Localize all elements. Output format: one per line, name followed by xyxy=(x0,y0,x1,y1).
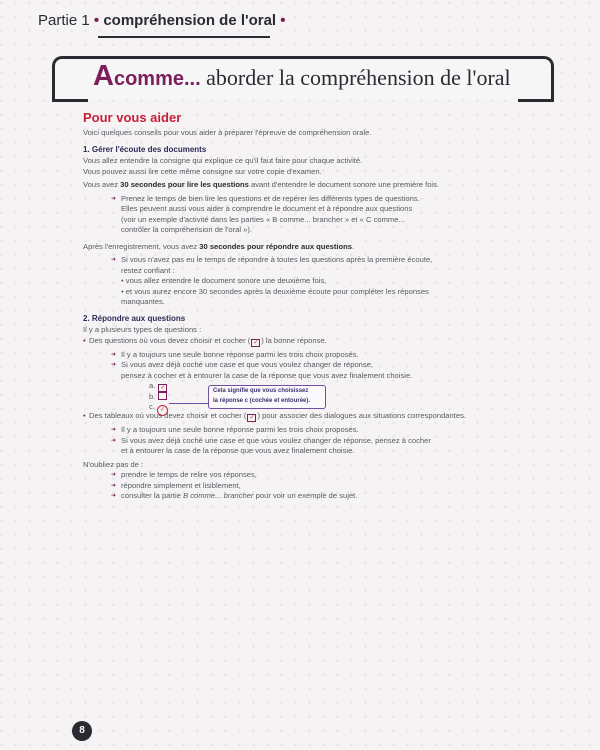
help-heading: Pour vous aider xyxy=(83,110,182,125)
tip-block: ➜ Prenez le temps de bien lire les questions et de repérer les différents types de questions. Elles peuvent aussi vous aider à comprendre le document et à répondre aux questions (voir un exemple d'activité dans les parties « B comme... brancher » et « C comme... contrôler la compréhension de l'oral »). xyxy=(111,193,420,234)
page-title: Acomme... aborder la compréhension de l'oral xyxy=(93,60,511,92)
tip-block: ➜ Il y a toujours une seule bonne réponse parmi les trois choix proposés. xyxy=(111,425,359,434)
tip-block: ➜ Si vous avez déjà coché une case et que vous voulez changer de réponse, pensez à cocher et à entourer la case de la réponse que vous avez finalement choisie. xyxy=(111,360,413,380)
arrow-icon: ➜ xyxy=(111,482,117,489)
intro-text: Voici quelques conseils pour vous aider à préparer l'épreuve de compréhension orale. xyxy=(83,128,372,137)
arrow-icon: ➜ xyxy=(111,195,117,202)
tip-block: ➜ Il y a toujours une seule bonne réponse parmi les trois choix proposés. xyxy=(111,349,359,359)
arrow-icon: ➜ xyxy=(111,362,117,368)
section-1-title: 1. Gérer l'écoute des documents xyxy=(83,144,207,154)
answer-example: a. ✓ b. c. ✓ Cela signifie que vous choisissez la réponse c (cochée et entourée). xyxy=(83,381,503,411)
checkbox-icon: ✓ xyxy=(249,415,255,421)
page-header: Partie 1 • compréhension de l'oral • xyxy=(38,12,286,29)
checkbox-icon: ✓ xyxy=(253,339,259,346)
header-underline xyxy=(98,36,270,38)
arrow-icon: ➜ xyxy=(111,472,117,478)
arrow-icon: ➜ xyxy=(111,493,117,499)
tip-block: ➜ Si vous avez déjà coché une case et que vous voulez changer de réponse, pensez à cocher et à entourer la case de la réponse que vous avez finalement choisie. xyxy=(111,435,431,455)
main-content: Pour vous aider Voici quelques conseils pour vous aider à préparer l'épreuve de compréhension orale. 1. Gérer l'écoute des documents Vous allez entendre la consigne qui explique ce qu'il faut faire pour chaque activité. Vous pouvez aussi lire cette même consigne sur votre copie d'examen. Vous avez 30 secondes pour lire les questions avant d'entendre le document sonore une première fois. ➜ Prenez le temps de bien lire les questions et de repérer les différents types de questions. Elles peuvent aussi vous aider à comprendre le document et à répondre aux questions (voir un exemple d'activité dans les parties « B comme... brancher » et « C comme... contrôler la compréhension de l'oral »). Après l'enregistrement, vous avez 30 secondes pour répondre aux questions. ➜ Si vous n'avez pas eu le temps de répondre à toutes les questions après la première écoute, restez confiant : • vous allez entendre le document sonore une deuxième fois, • et vous aurez encore 30 secondes après la deuxième écoute pour compléter les réponses manquantes. 2. Répondre aux questions Il y a plusieurs types de questions : • Des questions où vous devez choisir et cocher ( ✓ ) la bonne réponse. ➜ Il y a toujours une seule bonne réponse parmi les trois choix proposés. ➜ Si vous avez déjà coché une case et que vous voulez changer de réponse, pensez à cocher et à entourer la case de la réponse que vous avez finalement choisie. a. ✓ b. c. ✓ Cela signifie que vous choisissez la réponse c (cochée et entourée). • Des tableaux où vous devez choisir et cocher ( ✓ ) pour associer des dialogues aux situations correspondantes. ➜ Il y a toujours une seule bonne réponse parmi les trois choix proposés. ➜ Si vous avez déjà coché une case et que vous voulez changer de réponse, pensez à cocher et à entourer la case de la réponse que vous avez finalement choisie. N'oubliez pas de : ➜ prendre le temps de relire vos réponses, ➜ répondre simplement et lisiblement, ➜ consulter la partie B comme... brancher pour voir un exemple de sujet. xyxy=(83,110,503,502)
checked-box-icon: ✓ xyxy=(160,385,166,391)
section-2-title: 2. Répondre aux questions xyxy=(83,313,186,323)
arrow-icon: ➜ xyxy=(111,351,117,358)
arrow-icon: ➜ xyxy=(111,257,117,263)
circled-check-icon: ✓ xyxy=(157,405,168,416)
part-label: Partie 1 xyxy=(38,12,90,29)
arrow-icon: ➜ xyxy=(111,427,117,433)
empty-box-icon xyxy=(158,392,167,400)
page-number: 8 xyxy=(72,721,92,741)
section-label: compréhension de l'oral xyxy=(103,12,277,29)
tip-block: ➜ Si vous n'avez pas eu le temps de répondre à toutes les questions après la première écoute, restez confiant : • vous allez entendre le document sonore une deuxième fois, • et vous aurez encore 30 secondes après la deuxième écoute pour compléter les réponses manquantes. xyxy=(111,255,433,306)
arrow-icon: ➜ xyxy=(111,437,117,444)
explanation-callout: Cela signifie que vous choisissez la réponse c (cochée et entourée). xyxy=(208,385,326,409)
